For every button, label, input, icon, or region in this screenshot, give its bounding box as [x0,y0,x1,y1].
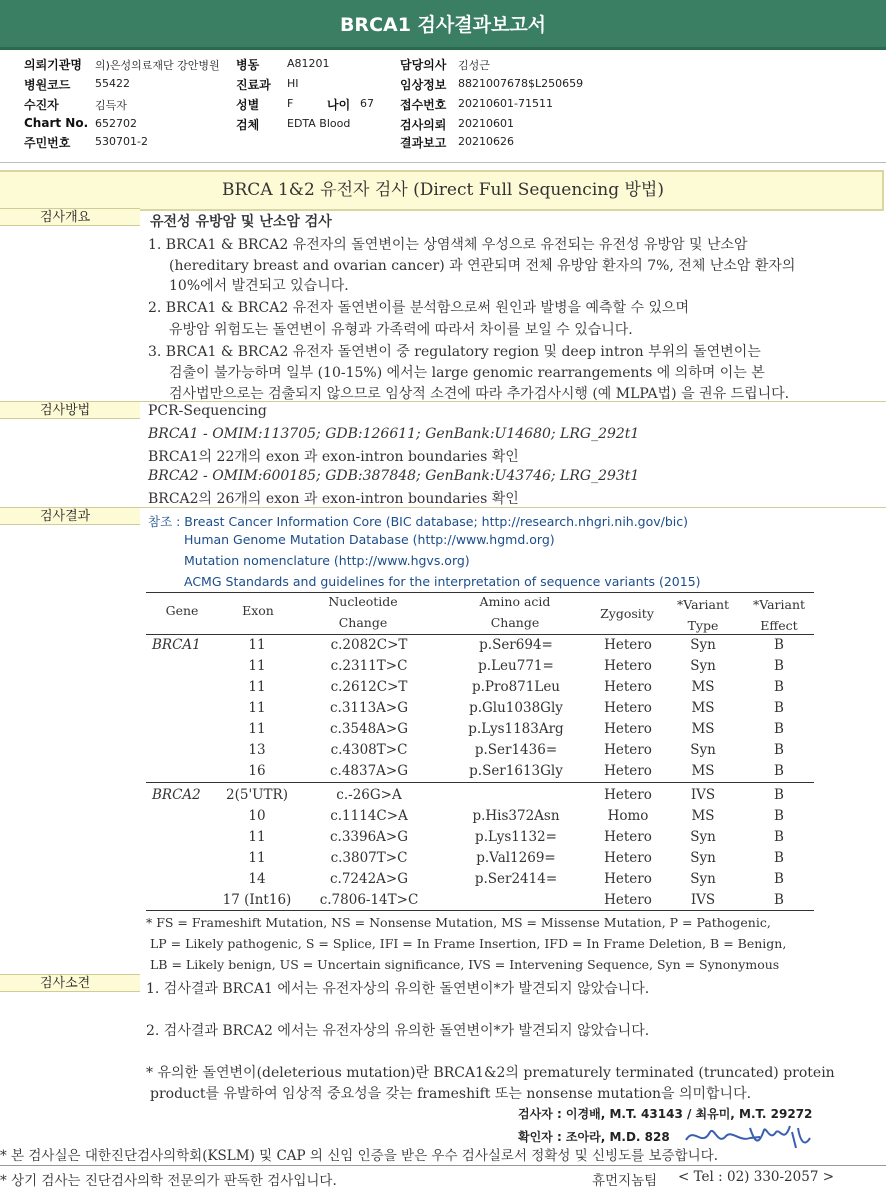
section-opinion: 검사소견 [0,974,140,992]
method-line: BRCA1 - OMIM:113705; GDB:126611; GenBank:U14680; LRG_292t1 [148,426,640,442]
header-variant-type-2: Type [687,618,719,633]
reference-line: Mutation nomenclature (http://www.hgvs.org) [184,553,470,568]
cell-variant-type: Syn [690,850,716,866]
cell-variant-effect: B [774,658,784,674]
value-patient: 김득자 [95,99,127,112]
value-specimen: EDTA Blood [287,117,351,130]
cell-amino-acid: p.Ser2414= [474,871,558,887]
cell-variant-type: MS [691,721,715,737]
cell-variant-effect: B [774,679,784,695]
label-department: 진료과 [236,78,271,92]
cell-variant-type: IVS [690,787,716,803]
section-divider [140,507,886,508]
report-title: BRCA1 검사결과보고서 [0,0,886,50]
cell-zygosity: Hetero [604,829,652,845]
value-department: HI [287,77,299,90]
label-sex: 성별 [236,98,260,112]
cell-variant-type: Syn [690,658,716,674]
cell-variant-type: MS [691,763,715,779]
cell-zygosity: Hetero [604,700,652,716]
cell-variant-effect: B [774,829,784,845]
cell-amino-acid: p.Lys1183Arg [468,721,564,737]
label-request-date: 검사의뢰 [400,118,447,132]
footer-lab-name: 휴먼지놈팀 [592,1173,658,1189]
cell-nucleotide: c.3548A>G [329,721,409,737]
value-receipt-no: 20210601-71511 [458,97,553,110]
table-header-rule [146,634,814,635]
cell-amino-acid: p.His372Asn [472,808,560,824]
overview-line: 2. BRCA1 & BRCA2 유전자 돌연변이를 분석함으로써 원인과 발병을 예측할 수 있으며 [148,300,690,316]
cell-exon: 14 [248,871,266,887]
value-resident-no: 530701-2 [95,135,148,148]
cell-amino-acid: p.Lys1132= [475,829,557,845]
value-clinical-info: 8821007678$L250659 [458,77,584,90]
value-hospital-code: 55422 [95,77,130,90]
cell-variant-type: Syn [690,871,716,887]
cell-amino-acid: p.Ser1436= [474,742,558,758]
cell-zygosity: Hetero [604,787,652,803]
cell-variant-type: Syn [690,829,716,845]
reference-line: Human Genome Mutation Database (http://www.hgmd.org) [184,532,555,547]
cell-gene: BRCA1 [152,637,201,653]
cell-nucleotide: c.4308T>C [330,742,408,758]
confirmer-signoff: 확인자 : 조아라, M.D. 828 [518,1130,670,1144]
cell-zygosity: Hetero [604,742,652,758]
opinion-note: * 유의한 돌연변이(deleterious mutation)란 BRCA1&2의 prematurely terminated (truncated) protein [146,1065,835,1081]
legend-line: LB = Likely benign, US = Uncertain significance, IVS = Intervening Sequence, Syn = Synonymous [150,957,780,972]
cell-variant-type: Syn [690,742,716,758]
cell-exon: 11 [248,679,266,695]
value-institution: 의)은성의료재단 강안병원 [95,59,220,72]
cell-exon: 11 [248,829,266,845]
cell-exon: 11 [248,850,266,866]
footer-certification: * 본 검사실은 대한진단검사의학회(KSLM) 및 CAP 의 신임 인증을 받은 우수 검사실로서 정확성 및 신빙도를 보증합니다. [0,1148,718,1164]
footer-divider [0,1165,886,1166]
cell-variant-effect: B [774,721,784,737]
cell-amino-acid: p.Leu771= [478,658,554,674]
cell-exon: 11 [248,700,266,716]
method-line: PCR-Sequencing [148,403,267,419]
cell-nucleotide: c.1114C>A [330,808,408,824]
method-line: BRCA2의 26개의 exon 과 exon-intron boundaries 확인 [148,491,519,507]
value-request-date: 20210601 [458,117,514,130]
cell-variant-type: MS [691,808,715,824]
cell-variant-effect: B [774,763,784,779]
test-title: BRCA 1&2 유전자 검사 (Direct Full Sequencing 방법) [222,180,664,200]
header-variant-effect: *Variant [752,597,806,612]
reference-line: ACMG Standards and guidelines for the interpretation of sequence variants (2015) [184,574,701,589]
opinion-line-2: 2. 검사결과 BRCA2 에서는 유전자상의 유의한 돌연변이*가 발견되지 않았습니다. [146,1023,650,1039]
value-age: 67 [360,97,374,110]
cell-variant-effect: B [774,850,784,866]
cell-exon: 13 [248,742,266,758]
value-report-date: 20210626 [458,135,514,148]
cell-zygosity: Hetero [604,679,652,695]
value-doctor: 김성근 [458,59,490,72]
overview-line: 검출이 불가능하며 일부 (10-15%) 에서는 large genomic rearrangements 에 의하며 이는 본 [169,365,765,381]
header-gene: Gene [165,603,199,618]
table-bottom-rule [146,910,814,911]
reference-line: 참조 : Breast Cancer Information Core (BIC database; http://research.nhgri.nih.gov/bic) [148,514,689,529]
header-zygosity: Zygosity [600,606,654,621]
cell-variant-effect: B [774,892,784,908]
cell-amino-acid: p.Val1269= [476,850,556,866]
header-variant-type: *Variant [676,597,730,612]
label-resident-no: 주민번호 [24,136,71,150]
cell-nucleotide: c.7806-14T>C [319,892,419,908]
opinion-line-1: 1. 검사결과 BRCA1 에서는 유전자상의 유의한 돌연변이*가 발견되지 않았습니다. [146,981,650,997]
overview-heading: 유전성 유방암 및 난소암 검사 [150,214,332,230]
cell-exon: 10 [248,808,266,824]
cell-zygosity: Hetero [604,892,652,908]
cell-zygosity: Hetero [604,637,652,653]
cell-nucleotide: c.2612C>T [330,679,408,695]
header-exon: Exon [242,603,274,618]
cell-exon: 11 [248,658,266,674]
cell-zygosity: Hetero [604,763,652,779]
cell-zygosity: Hetero [604,850,652,866]
label-age: 나이 [327,98,351,112]
cell-amino-acid: p.Glu1038Gly [469,700,563,716]
method-line: BRCA1의 22개의 exon 과 exon-intron boundaries 확인 [148,449,519,465]
overview-line: (hereditary breast and ovarian cancer) 과 연관되며 전체 유방암 환자의 7%, 전체 난소암 환자의 [169,258,796,274]
overview-line: 1. BRCA1 & BRCA2 유전자의 돌연변이는 상염색체 우성으로 유전되는 유전성 유방암 및 난소암 [148,237,748,253]
label-specimen: 검체 [236,118,260,132]
section-result: 검사결과 [0,507,140,525]
cell-zygosity: Hetero [604,658,652,674]
header-variant-effect-2: Effect [760,618,798,633]
cell-zygosity: Hetero [604,871,652,887]
label-ward: 병동 [236,58,260,72]
section-method: 검사방법 [0,401,140,419]
cell-nucleotide: c.2311T>C [330,658,408,674]
cell-nucleotide: c.4837A>G [329,763,409,779]
cell-variant-type: IVS [690,892,716,908]
header-amino-acid-change: Change [490,615,540,630]
cell-variant-effect: B [774,742,784,758]
method-line: BRCA2 - OMIM:600185; GDB:387848; GenBank:U43746; LRG_293t1 [148,468,640,484]
label-patient: 수진자 [24,98,59,112]
legend-line: LP = Likely pathogenic, S = Splice, IFI = In Frame Insertion, IFD = In Frame Deletion, B = Benign, [150,936,787,951]
cell-nucleotide: c.3807T>C [330,850,408,866]
cell-exon: 11 [248,637,266,653]
cell-variant-effect: B [774,808,784,824]
overview-line: 10%에서 발견되고 있습니다. [169,278,349,294]
cell-nucleotide: c.-26G>A [336,787,402,803]
header-nucleotide-change: Change [338,615,388,630]
header-nucleotide: Nucleotide [328,594,398,609]
cell-zygosity: Homo [607,808,649,824]
section-overview: 검사개요 [0,208,140,226]
cell-nucleotide: c.3396A>G [329,829,409,845]
cell-nucleotide: c.7242A>G [329,871,409,887]
label-report-date: 결과보고 [400,136,447,150]
label-doctor: 담당의사 [400,58,447,72]
opinion-note: product를 유발하여 임상적 중요성을 갖는 frameshift 또는 nonsense mutation을 의미합니다. [150,1086,752,1102]
cell-zygosity: Hetero [604,721,652,737]
cell-variant-type: Syn [690,637,716,653]
header-amino-acid: Amino acid [479,594,551,609]
cell-variant-effect: B [774,700,784,716]
patient-info-block [0,50,886,163]
overview-line: 유방암 위험도는 돌연변이 유형과 가족력에 따라서 차이를 보일 수 있습니다. [169,322,633,338]
value-chart-no: 652702 [95,117,137,130]
label-clinical-info: 임상정보 [400,78,447,92]
cell-exon: 11 [248,721,266,737]
cell-amino-acid: p.Ser1613Gly [469,763,563,779]
label-receipt-no: 접수번호 [400,98,447,112]
cell-variant-effect: B [774,871,784,887]
value-ward: A81201 [287,57,330,70]
cell-nucleotide: c.3113A>G [329,700,409,716]
overview-line: 검사법만으로는 검출되지 않으므로 임상적 소견에 따라 추가검사시행 (예 MLPA법) 을 권유 드립니다. [169,386,790,402]
cell-amino-acid: p.Pro871Leu [471,679,560,695]
cell-variant-effect: B [774,637,784,653]
footer-tel: < Tel : 02) 330-2057 > [678,1169,835,1185]
cell-variant-effect: B [774,787,784,803]
label-institution: 의뢰기관명 [24,58,82,72]
cell-gene: BRCA2 [152,787,201,803]
footer-specialist: * 상기 검사는 진단검사의학 전문의가 판독한 검사입니다. [0,1173,337,1189]
cell-amino-acid: p.Ser694= [479,637,553,653]
value-sex: F [287,97,294,110]
cell-exon: 16 [248,763,266,779]
cell-exon: 2(5'UTR) [226,787,288,803]
cell-variant-type: MS [691,679,715,695]
cell-nucleotide: c.2082C>T [330,637,408,653]
cell-variant-type: MS [691,700,715,716]
table-group-rule [146,782,814,783]
cell-exon: 17 (Int16) [222,892,292,908]
overview-line: 3. BRCA1 & BRCA2 유전자 돌연변이 중 regulatory region 및 deep intron 부위의 돌연변이는 [148,344,761,360]
legend-line: * FS = Frameshift Mutation, NS = Nonsense Mutation, MS = Missense Mutation, P = Pathogenic, [146,915,771,930]
tester-signoff: 검사자 : 이경배, M.T. 43143 / 최유미, M.T. 29272 [518,1107,813,1121]
label-chart-no: Chart No. [24,116,89,130]
table-top-rule [146,592,814,593]
label-hospital-code: 병원코드 [24,78,71,92]
section-divider [140,401,886,402]
